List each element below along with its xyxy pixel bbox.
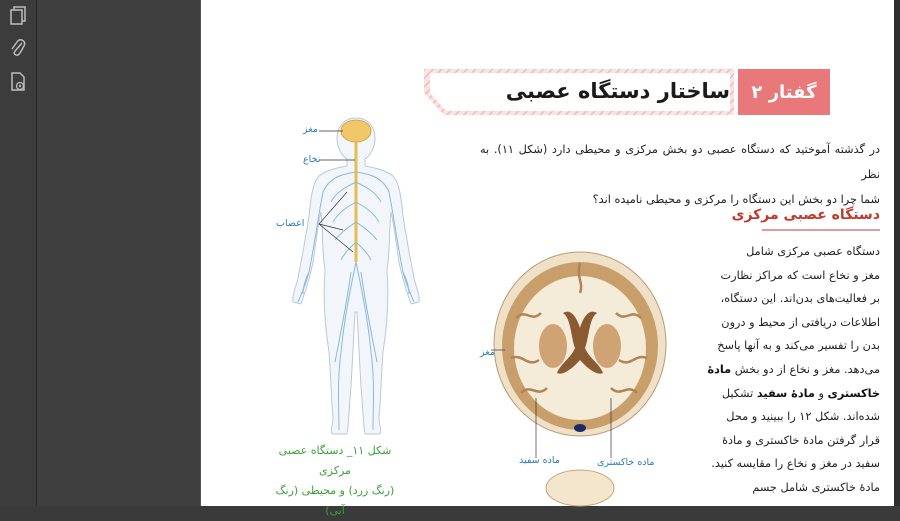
label-gray-matter: ماده خاکستری — [597, 457, 655, 468]
label-nerves: اعصاب — [276, 218, 305, 229]
caption-line: (رنگ زرد) و محیطی (رنگ آبی) — [275, 484, 395, 517]
label-spinal-cord: نخاع — [303, 154, 321, 165]
body-line: اطلاعات دریافتی از محیط و درون — [721, 315, 880, 329]
bold-term: مادهٔ سفید — [756, 386, 815, 400]
label-brain: مغز — [303, 124, 318, 135]
document-gutter — [37, 0, 201, 506]
body-line — [698, 358, 880, 382]
pages-icon[interactable] — [9, 6, 27, 26]
body-line: سفید در مغز و نخاع را مقایسه کنید. — [711, 457, 880, 471]
attachment-icon[interactable] — [9, 38, 27, 58]
bold-term: خاکستری — [827, 386, 880, 400]
body-text-span: می‌دهد. مغز و نخاع از دو بخش — [734, 362, 880, 376]
body-line: قرار گرفتن مادهٔ خاکستری و مادهٔ — [722, 433, 880, 447]
body-line: بر فعالیت‌های بدن‌اند. این دستگاه، — [720, 292, 880, 306]
body-line — [698, 382, 880, 406]
body-paragraph — [698, 240, 880, 500]
figure-caption — [265, 441, 405, 521]
lesson-badge: گفتار ۲ — [738, 69, 830, 115]
left-toolbar — [0, 0, 37, 506]
section-underline — [762, 229, 880, 231]
body-line: مادهٔ خاکستری شامل جسم — [752, 480, 880, 494]
label-white-matter: ماده سفید — [519, 455, 560, 466]
body-text-span: تشکیل — [721, 386, 754, 400]
intro-paragraph — [480, 137, 880, 212]
document-settings-icon[interactable] — [9, 72, 27, 92]
intro-line: در گذشته آموختید که دستگاه عصبی دو بخش مرکزی و محیطی دارد (شکل ۱۱). به نظر — [480, 143, 880, 181]
intro-line: شما چرا دو بخش این دستگاه را مرکزی و محیطی نامیده اند؟ — [592, 193, 880, 206]
pdf-page — [201, 0, 894, 517]
body-line: مغز و نخاع است که مراکز نظارت — [720, 268, 880, 282]
section-heading: دستگاه عصبی مرکزی — [731, 207, 880, 223]
body-line: شده‌اند. شکل ۱۲ را ببینید و محل — [726, 410, 880, 424]
body-line: بدن را تفسیر می‌کند و به آنها پاسخ — [717, 339, 880, 353]
vertical-scrollbar[interactable] — [894, 0, 900, 506]
connector-word: و — [818, 386, 824, 400]
lesson-title: ساختار دستگاه عصبی — [505, 79, 730, 103]
body-line: دستگاه عصبی مرکزی شامل — [746, 245, 880, 258]
bold-term: مادهٔ — [707, 362, 732, 376]
caption-line: شکل ۱۱_ دستگاه عصبی مرکزی — [278, 444, 392, 477]
lesson-banner — [424, 69, 830, 115]
label-brain-section: مغز — [480, 347, 495, 358]
